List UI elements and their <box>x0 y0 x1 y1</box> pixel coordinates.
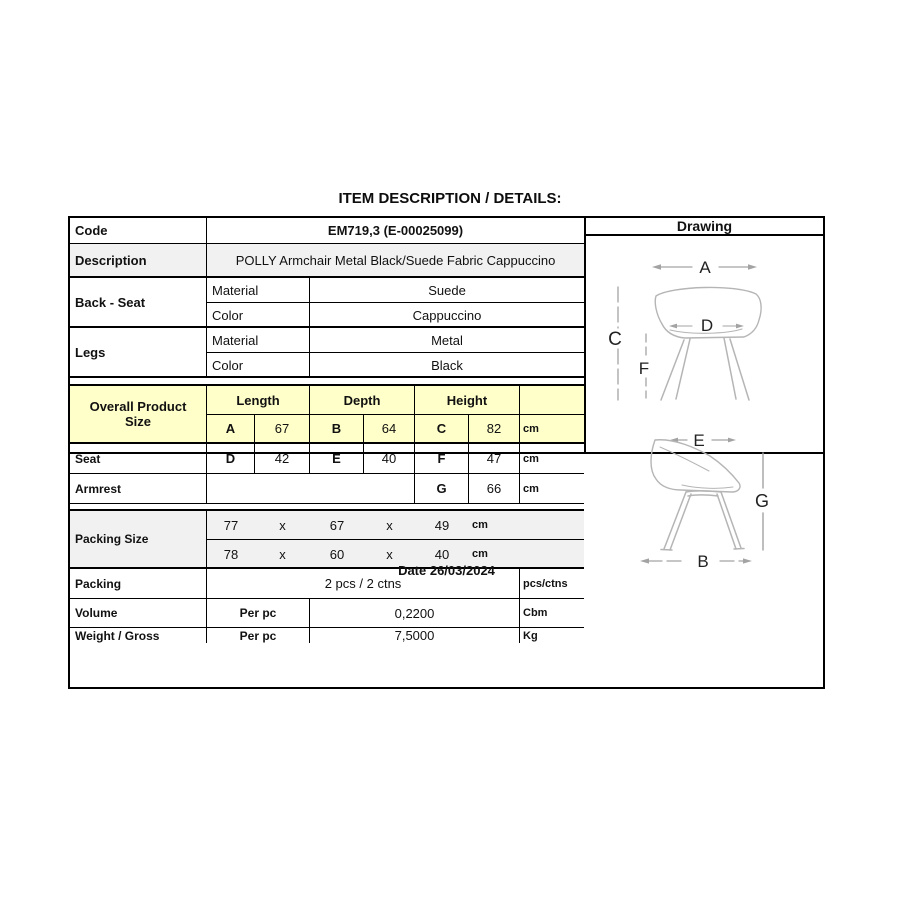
overall-size-values-row <box>207 415 584 442</box>
dim-value-b: 64 <box>364 415 415 442</box>
dim-letter-d: D <box>207 444 255 473</box>
legs-material-row <box>207 328 584 353</box>
pack1-d: 67 <box>329 517 345 533</box>
packing-size-label: Packing Size <box>70 511 207 567</box>
drawing-panel <box>586 218 823 571</box>
weight-qualifier: Per pc <box>207 628 310 643</box>
description-label: Description <box>70 244 207 276</box>
length-header: Length <box>207 386 310 414</box>
legs-section <box>70 328 584 378</box>
pack2-x1: x <box>279 546 286 562</box>
pack1-x2: x <box>386 517 393 533</box>
legs-color-value: Black <box>431 358 463 373</box>
description-row <box>70 244 584 278</box>
back-seat-color-row <box>207 303 584 328</box>
pack2-h: 40 <box>434 546 450 562</box>
volume-unit: Cbm <box>523 607 548 619</box>
dim-letter-f: F <box>415 444 469 473</box>
pack1-h: 49 <box>434 517 450 533</box>
dim-value-d: 42 <box>255 444 310 473</box>
overall-size-section <box>70 386 584 444</box>
back-seat-material-row <box>207 278 584 303</box>
pack1-unit: cm <box>472 519 488 531</box>
packing-value: 2 pcs / 2 ctns <box>207 569 520 598</box>
code-value: EM719,3 (E-00025099) <box>327 223 464 238</box>
dim-letter-e: E <box>310 444 364 473</box>
front-view-sketch <box>608 258 761 400</box>
back-seat-material-value: Suede <box>428 282 466 298</box>
header-blank-cell <box>520 386 584 414</box>
seat-unit: cm <box>523 452 539 465</box>
dim-value-a: 67 <box>255 415 310 442</box>
pack2-l: 78 <box>223 546 239 562</box>
packing-label: Packing <box>70 569 207 598</box>
weight-label: Weight / Gross <box>70 628 207 643</box>
legs-color-name: Color <box>207 353 310 378</box>
volume-value: 0,2200 <box>310 599 520 627</box>
back-seat-color-name: Color <box>207 303 310 328</box>
back-seat-label: Back - Seat <box>70 278 207 326</box>
dim-letter-b: B <box>310 415 364 442</box>
weight-unit: Kg <box>523 629 538 642</box>
overall-size-header-row <box>207 386 584 415</box>
side-view-sketch <box>640 431 769 571</box>
code-label: Code <box>70 218 207 243</box>
side-legs <box>661 491 744 550</box>
dim-label-a: A <box>699 258 711 277</box>
dim-b-line <box>640 558 752 563</box>
dim-label-d: D <box>700 316 714 335</box>
dim-value-g: 66 <box>469 474 520 503</box>
dim-letter-g: G <box>415 474 469 503</box>
drawing-header: Drawing <box>586 218 823 236</box>
back-seat-section <box>70 278 584 328</box>
dim-label-e: E <box>693 431 705 450</box>
description-value: POLLY Armchair Metal Black/Suede Fabric Cappuccino <box>235 252 556 268</box>
seat-label: Seat <box>70 444 207 473</box>
legs-color-row <box>207 353 584 378</box>
pack2-d: 60 <box>329 546 345 562</box>
pack2-unit: cm <box>472 548 488 560</box>
dim-label-b: B <box>697 552 709 571</box>
weight-value: 7,5000 <box>310 628 520 643</box>
drawing-body <box>586 236 823 622</box>
front-legs <box>661 338 749 400</box>
armrest-unit: cm <box>523 482 539 495</box>
dim-letter-c: C <box>415 415 469 442</box>
spec-table <box>68 216 825 689</box>
dim-value-f: 47 <box>469 444 520 473</box>
dim-letter-a: A <box>207 415 255 442</box>
height-header: Height <box>415 386 520 414</box>
back-seat-color-value: Cappuccino <box>412 308 482 323</box>
armrest-label: Armrest <box>70 474 207 503</box>
dim-label-g: G <box>754 491 770 511</box>
chair-sketch <box>586 236 823 617</box>
overall-size-label: Overall Product Size <box>70 386 207 442</box>
section-gap <box>70 378 584 386</box>
pack1-x1: x <box>279 517 286 533</box>
legs-material-value: Metal <box>431 332 463 348</box>
packing-unit: pcs/ctns <box>523 577 568 590</box>
date-text: Date 26/03/2024 <box>398 562 495 578</box>
back-seat-material-name: Material <box>207 278 310 302</box>
volume-label: Volume <box>70 599 207 627</box>
dim-label-c: C <box>608 329 622 350</box>
page-title: ITEM DESCRIPTION / DETAILS: <box>338 190 562 207</box>
pack2-x2: x <box>386 546 393 562</box>
volume-qualifier: Per pc <box>207 599 310 627</box>
code-row <box>70 218 584 244</box>
overall-size-unit: cm <box>523 422 539 435</box>
legs-material-name: Material <box>207 328 310 352</box>
dim-value-c: 82 <box>469 415 520 442</box>
dim-label-f: F <box>638 359 650 378</box>
pack1-l: 77 <box>223 517 239 533</box>
legs-label: Legs <box>70 328 207 376</box>
depth-header: Depth <box>310 386 415 414</box>
dim-value-e: 40 <box>364 444 415 473</box>
